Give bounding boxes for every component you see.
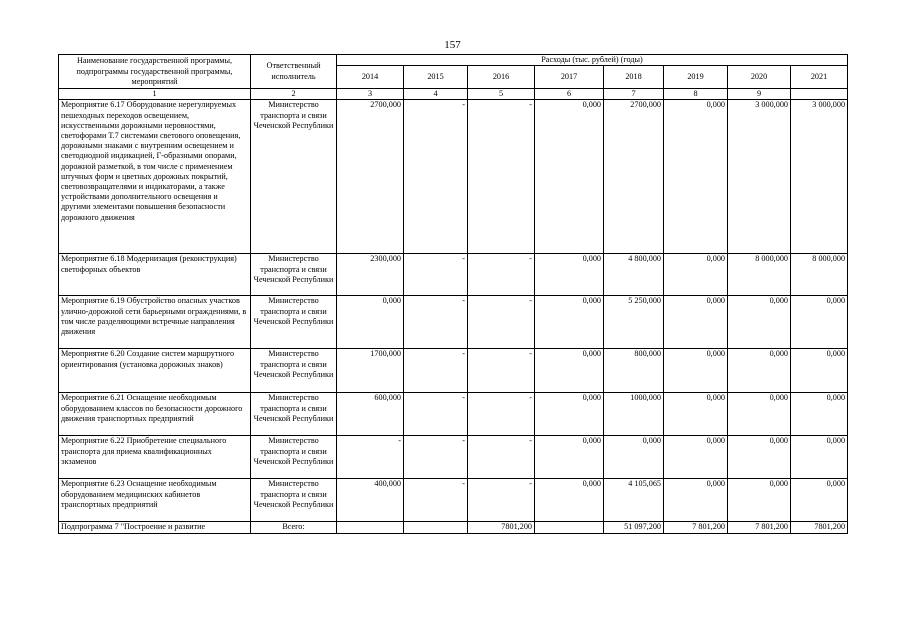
value-cell: 7801,200	[791, 522, 848, 533]
value-cell: 0,000	[535, 479, 604, 522]
measure-name: Мероприятие 6.22 Приобретение специального транспорта для приема квалификационных экзаменов	[59, 436, 251, 479]
value-cell: 0,000	[728, 479, 791, 522]
value-cell: 7 801,200	[664, 522, 728, 533]
value-cell: 0,000	[664, 254, 728, 296]
header-name: Наименование государственной программы, подпрограммы государственной программы, мероприятий	[59, 55, 251, 89]
value-cell: 8 000,000	[791, 254, 848, 296]
value-cell: 0,000	[535, 349, 604, 393]
value-cell: -	[404, 393, 468, 436]
value-cell: 3 000,000	[791, 100, 848, 254]
executor: Министерство транспорта и связи Чеченской Республики	[251, 349, 337, 393]
table-row	[59, 100, 848, 254]
subprogram-row	[59, 522, 848, 533]
value-cell: -	[404, 349, 468, 393]
measure-name: Мероприятие 6.20 Создание систем маршрутного ориентирования (установка дорожных знаков)	[59, 349, 251, 393]
budget-table	[58, 54, 848, 534]
header-year: 2014	[337, 66, 404, 89]
table-row	[59, 296, 848, 349]
header-executor: Ответственный исполнитель	[251, 55, 337, 89]
value-cell: 2300,000	[337, 254, 404, 296]
value-cell: 2700,000	[337, 100, 404, 254]
value-cell: -	[404, 296, 468, 349]
measure-name: Мероприятие 6.17 Оборудование нерегулируемых пешеходных переходов освещением, искусственными дорожными неровностями, светофорами Т.7 системами светового оповещения, дорожными знаками с внутренним освещением и светодиодной индикацией, Г-образными опорами, дорожной разметкой, в том числе с применением штучных форм и цветных дорожных покрытий, световозвращателями и индикаторами, а также устройствами дополнительного освещения и другими элементами повышения безопасности дорожного движения	[59, 100, 251, 254]
column-number: 4	[404, 89, 468, 100]
value-cell: 800,000	[604, 349, 664, 393]
column-number: 7	[604, 89, 664, 100]
value-cell	[404, 522, 468, 533]
subprogram-name: Подпрограмма 7 "Построение и развитие	[59, 522, 251, 533]
value-cell: 7 801,200	[728, 522, 791, 533]
executor: Министерство транспорта и связи Чеченской Республики	[251, 479, 337, 522]
executor: Министерство транспорта и связи Чеченской Республики	[251, 296, 337, 349]
value-cell: 0,000	[664, 393, 728, 436]
measure-name: Мероприятие 6.23 Оснащение необходимым оборудованием медицинских кабинетов транспортных предприятий	[59, 479, 251, 522]
header-year: 2020	[728, 66, 791, 89]
column-number: 1	[59, 89, 251, 100]
header-year: 2016	[468, 66, 535, 89]
header-year: 2019	[664, 66, 728, 89]
value-cell: 2700,000	[604, 100, 664, 254]
value-cell: 0,000	[791, 479, 848, 522]
value-cell: 0,000	[728, 436, 791, 479]
value-cell	[337, 522, 404, 533]
executor: Министерство транспорта и связи Чеченской Республики	[251, 254, 337, 296]
column-number: 6	[535, 89, 604, 100]
value-cell: 0,000	[728, 349, 791, 393]
value-cell: 0,000	[664, 296, 728, 349]
value-cell: -	[468, 254, 535, 296]
value-cell: 600,000	[337, 393, 404, 436]
value-cell: 0,000	[791, 349, 848, 393]
measure-name: Мероприятие 6.21 Оснащение необходимым оборудованием классов по безопасности дорожного движения транспортных предприятий	[59, 393, 251, 436]
value-cell: -	[468, 436, 535, 479]
table-row	[59, 254, 848, 296]
value-cell: 0,000	[791, 296, 848, 349]
value-cell: 7801,200	[468, 522, 535, 533]
table-row	[59, 349, 848, 393]
value-cell: -	[404, 100, 468, 254]
value-cell: 0,000	[535, 436, 604, 479]
value-cell: 0,000	[664, 479, 728, 522]
value-cell: 0,000	[337, 296, 404, 349]
value-cell: -	[468, 479, 535, 522]
value-cell: 1000,000	[604, 393, 664, 436]
value-cell: 5 250,000	[604, 296, 664, 349]
value-cell: 4 800,000	[604, 254, 664, 296]
value-cell: 0,000	[535, 100, 604, 254]
value-cell: -	[404, 254, 468, 296]
measure-name: Мероприятие 6.19 Обустройство опасных участков улично-дорожной сети барьерными ограждениями, в том числе разделяющими встречные направления движения	[59, 296, 251, 349]
executor: Министерство транспорта и связи Чеченской Республики	[251, 436, 337, 479]
value-cell: 8 000,000	[728, 254, 791, 296]
value-cell: 0,000	[728, 393, 791, 436]
header-expenses: Расходы (тыс. рублей) (годы)	[337, 55, 848, 66]
value-cell: 0,000	[535, 393, 604, 436]
value-cell: 400,000	[337, 479, 404, 522]
table-row	[59, 436, 848, 479]
measure-name: Мероприятие 6.18 Модернизация (реконструкция) светофорных объектов	[59, 254, 251, 296]
table-row	[59, 479, 848, 522]
column-number: 9	[728, 89, 791, 100]
value-cell: 0,000	[604, 436, 664, 479]
subprogram-total-label: Всего:	[251, 522, 337, 533]
value-cell: -	[337, 436, 404, 479]
value-cell: 0,000	[791, 393, 848, 436]
header-year: 2021	[791, 66, 848, 89]
value-cell: 0,000	[535, 296, 604, 349]
header-year: 2018	[604, 66, 664, 89]
table-row	[59, 393, 848, 436]
value-cell: -	[468, 393, 535, 436]
value-cell: 0,000	[664, 436, 728, 479]
value-cell: -	[468, 349, 535, 393]
header-row-1	[59, 55, 848, 66]
column-number-empty	[791, 89, 848, 100]
value-cell	[535, 522, 604, 533]
value-cell: -	[404, 436, 468, 479]
value-cell: 0,000	[535, 254, 604, 296]
executor: Министерство транспорта и связи Чеченской Республики	[251, 393, 337, 436]
value-cell: 0,000	[791, 436, 848, 479]
column-number: 3	[337, 89, 404, 100]
value-cell: 0,000	[664, 100, 728, 254]
value-cell: 4 105,065	[604, 479, 664, 522]
column-number-row	[59, 89, 848, 100]
value-cell: -	[468, 296, 535, 349]
value-cell: 0,000	[664, 349, 728, 393]
executor: Министерство транспорта и связи Чеченской Республики	[251, 100, 337, 254]
value-cell: 0,000	[728, 296, 791, 349]
column-number: 2	[251, 89, 337, 100]
column-number: 5	[468, 89, 535, 100]
value-cell: 1700,000	[337, 349, 404, 393]
page-number: 157	[444, 39, 461, 51]
column-number: 8	[664, 89, 728, 100]
value-cell: -	[468, 100, 535, 254]
value-cell: 51 097,200	[604, 522, 664, 533]
value-cell: -	[404, 479, 468, 522]
header-year: 2015	[404, 66, 468, 89]
value-cell: 3 000,000	[728, 100, 791, 254]
header-year: 2017	[535, 66, 604, 89]
